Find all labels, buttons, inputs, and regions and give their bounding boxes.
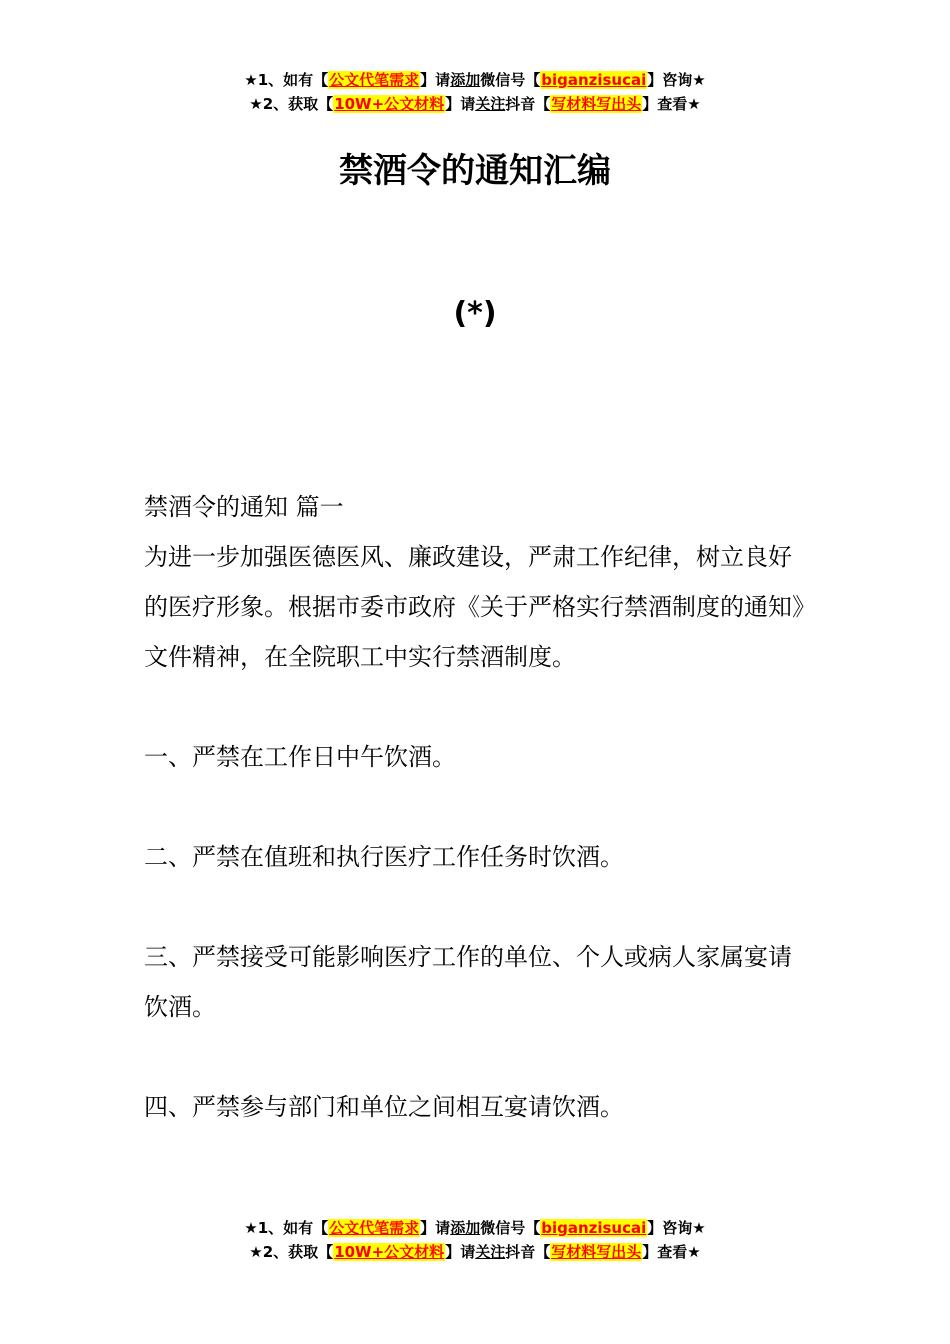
douyin-account-highlight: 写材料写出头 xyxy=(551,95,642,113)
promo-line-1: ★1、如有【公文代笔需求】请添加微信号【biganzisucai】咨询★ xyxy=(244,1219,706,1237)
document-subtitle: (*) xyxy=(453,296,497,331)
document-title: 禁酒令的通知汇编 xyxy=(339,151,611,191)
douyin-account-highlight: 写材料写出头 xyxy=(551,1243,642,1261)
promo-banner-bottom xyxy=(0,1216,950,1264)
section-heading: 禁酒令的通知 篇一 xyxy=(144,493,344,521)
wechat-id-highlight: biganzisucai xyxy=(541,1219,647,1237)
document-body xyxy=(144,482,814,1132)
promo-highlight: 10W+公文材料 xyxy=(334,95,445,113)
wechat-id-highlight: biganzisucai xyxy=(541,71,647,89)
rule-item-2: 二、严禁在值班和执行医疗工作任务时饮酒。 xyxy=(144,843,624,871)
intro-paragraph: 为进一步加强医德医风、廉政建设，严肃工作纪律，树立良好的医疗形象。根据市委市政府《关于严格实行禁酒制度的通知》文件精神，在全院职工中实行禁酒制度。 xyxy=(144,543,804,671)
promo-banner-top xyxy=(0,68,950,116)
promo-line-1: ★1、如有【公文代笔需求】请添加微信号【biganzisucai】咨询★ xyxy=(244,71,706,89)
promo-highlight: 公文代笔需求 xyxy=(329,1219,420,1237)
rule-item-4: 四、严禁参与部门和单位之间相互宴请饮酒。 xyxy=(144,1093,624,1121)
promo-line-2: ★2、获取【10W+公文材料】请关注抖音【写材料写出头】查看★ xyxy=(249,1243,701,1261)
promo-line-2: ★2、获取【10W+公文材料】请关注抖音【写材料写出头】查看★ xyxy=(249,95,701,113)
promo-highlight: 10W+公文材料 xyxy=(334,1243,445,1261)
rule-item-3: 三、严禁接受可能影响医疗工作的单位、个人或病人家属宴请饮酒。 xyxy=(144,943,792,1021)
rule-item-1: 一、严禁在工作日中午饮酒。 xyxy=(144,743,456,771)
promo-highlight: 公文代笔需求 xyxy=(329,71,420,89)
